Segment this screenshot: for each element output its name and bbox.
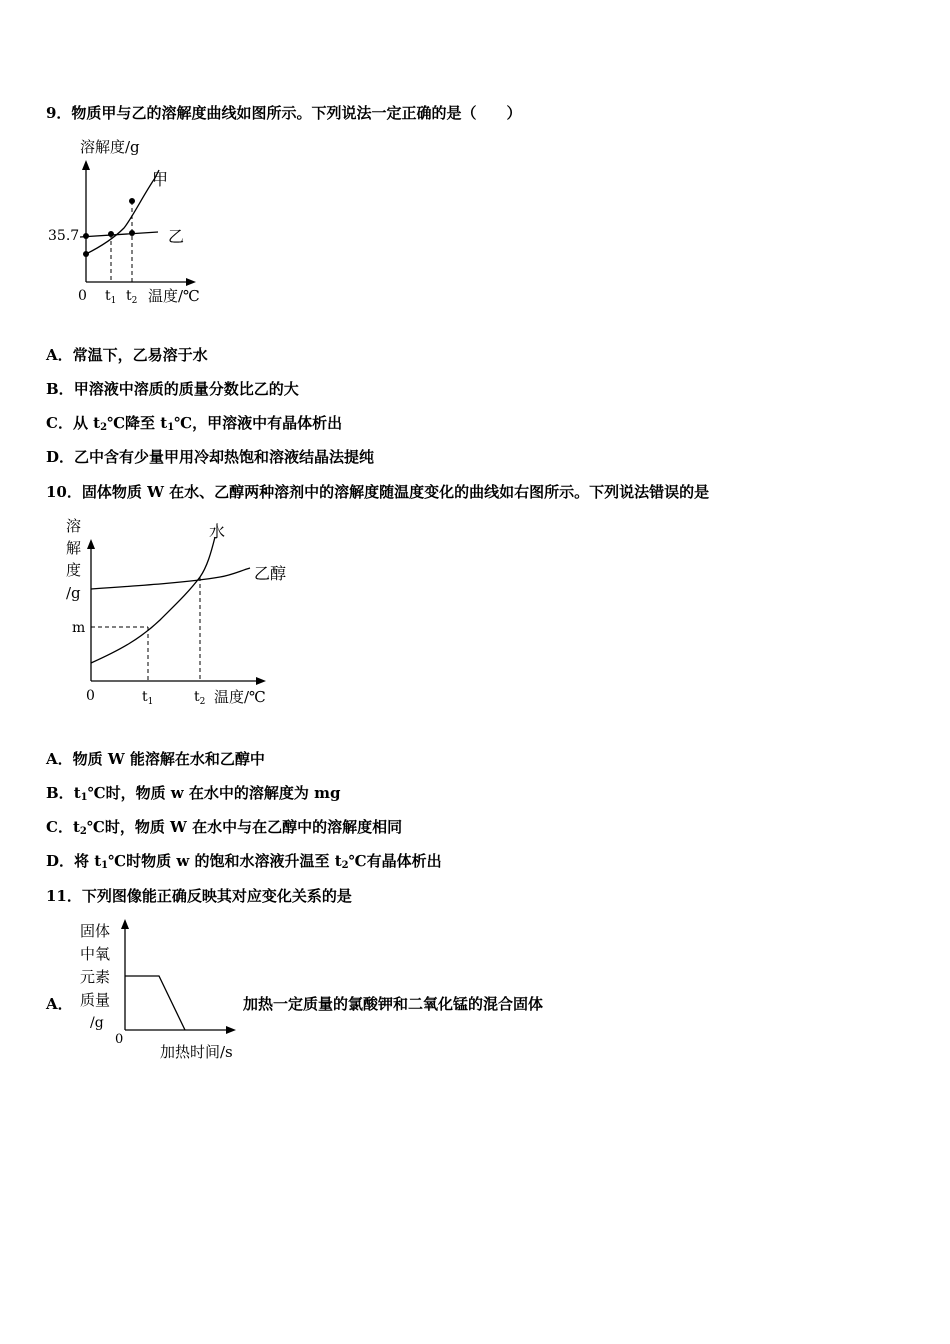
q9-ytick: 35.7 bbox=[48, 228, 80, 244]
q9-origin: 0 bbox=[78, 288, 87, 304]
q11-xlabel: 加热时间/s bbox=[160, 1043, 233, 1061]
q11-ylabel-4: 质量 bbox=[80, 991, 111, 1009]
q10-option-a[interactable]: A．物质 W 能溶解在水和乙醇中 bbox=[46, 750, 265, 768]
q10-ylabel-3: 度 bbox=[66, 561, 82, 579]
q9-option-b[interactable]: B．甲溶液中溶质的质量分数比乙的大 bbox=[46, 380, 299, 398]
q9-option-a[interactable]: A．常温下，乙易溶于水 bbox=[46, 346, 208, 364]
q10-ytick-m: m bbox=[72, 620, 86, 636]
q10-x-arrow bbox=[256, 677, 266, 685]
q10-solubility-chart bbox=[60, 515, 300, 715]
q11-y-arrow bbox=[121, 919, 129, 929]
q10-ylabel-2: 解 bbox=[66, 539, 82, 557]
q10-option-d[interactable]: D．将 $t_1℃$时物质 w 的饱和水溶液升温至 $t_2℃$有晶体析出 bbox=[46, 852, 442, 871]
q9-point-357 bbox=[83, 233, 89, 239]
q9-label-jia: 甲 bbox=[152, 170, 169, 189]
q10-option-c[interactable]: C．$t_2℃$时，物质 W 在水中与在乙醇中的溶解度相同 bbox=[46, 818, 403, 837]
q11-option-a-label[interactable]: A． bbox=[46, 995, 73, 1013]
q10-t2-label: $t_2$ bbox=[194, 689, 206, 707]
q11-ylabel-2: 中氧 bbox=[80, 945, 111, 963]
q10-origin: 0 bbox=[86, 688, 95, 704]
q10-xlabel: 温度/℃ bbox=[214, 688, 266, 706]
q9-point-origin-jia bbox=[83, 251, 89, 257]
q9-label-yi: 乙 bbox=[168, 227, 185, 246]
q10-label-water: 水 bbox=[209, 522, 226, 541]
q10-ylabel-4: /g bbox=[66, 584, 81, 602]
q9-stem: 9．物质甲与乙的溶解度曲线如图所示。下列说法一定正确的是（ ） bbox=[46, 104, 522, 122]
q11-ylabel-5: /g bbox=[90, 1015, 104, 1031]
q10-label-ethanol: 乙醇 bbox=[254, 564, 287, 583]
q10-stem: 10．固体物质 W 在水、乙醇两种溶剂中的溶解度随温度变化的曲线如右图所示。下列说法错误的是 bbox=[46, 483, 710, 501]
q11-stem: 11．下列图像能正确反映其对应变化关系的是 bbox=[46, 887, 352, 905]
q9-solubility-chart bbox=[40, 130, 240, 315]
q10-option-b[interactable]: B．$t_1℃$时，物质 w 在水中的溶解度为 mg bbox=[46, 784, 341, 803]
q9-x-arrow bbox=[186, 278, 196, 286]
q10-t1-label: $t_1$ bbox=[142, 689, 154, 707]
q11-option-a-chart bbox=[78, 915, 258, 1065]
q9-xlabel: 温度/℃ bbox=[148, 287, 200, 305]
q9-t2-label: $t_2$ bbox=[126, 288, 138, 306]
q9-option-c[interactable]: C．从 $t_2℃$降至 $t_1℃$，甲溶液中有晶体析出 bbox=[46, 414, 343, 433]
q9-ylabel: 溶解度/g bbox=[80, 138, 140, 156]
q9-option-d[interactable]: D．乙中含有少量甲用冷却热饱和溶液结晶法提纯 bbox=[46, 448, 375, 466]
q11-x-arrow bbox=[226, 1026, 236, 1034]
q11-origin: 0 bbox=[115, 1032, 124, 1047]
q11-ylabel-1: 固体 bbox=[80, 922, 111, 940]
q9-curve-jia bbox=[86, 178, 155, 254]
q10-y-arrow bbox=[87, 539, 95, 549]
q11-option-a-text: 加热一定质量的氯酸钾和二氧化锰的混合固体 bbox=[243, 995, 544, 1013]
q10-ylabel-1: 溶 bbox=[66, 517, 82, 535]
q11-curve bbox=[125, 976, 185, 1030]
q10-curve-water bbox=[91, 537, 215, 663]
q10-curve-ethanol bbox=[91, 568, 250, 589]
q9-y-arrow bbox=[82, 160, 90, 170]
q9-t1-label: $t_1$ bbox=[105, 288, 117, 306]
q11-ylabel-3: 元素 bbox=[80, 968, 111, 986]
